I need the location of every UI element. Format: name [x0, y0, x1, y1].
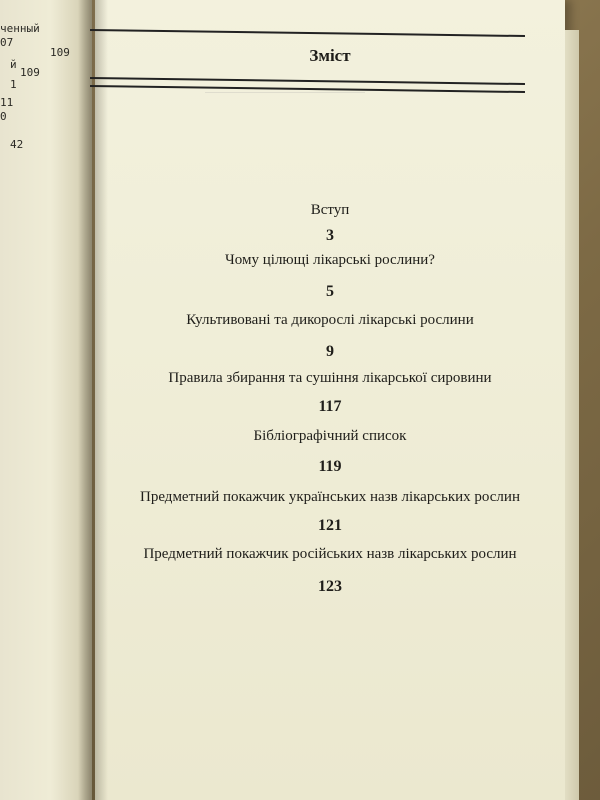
- toc-entry-page: 123: [318, 578, 342, 595]
- left-page-fragment: 109: [20, 66, 40, 79]
- toc-entry-title: Предметний покажчик російських назв лікарських рослин: [143, 546, 517, 562]
- left-page-fragment: 109: [50, 46, 70, 59]
- left-page-fragment: 42: [10, 138, 24, 151]
- page-edge: [565, 30, 579, 800]
- toc-entry-page: 3: [326, 227, 334, 244]
- left-page-fragment: ченный: [0, 22, 40, 35]
- toc-entry-title: Культивовані та дикорослі лікарські рослини: [186, 312, 474, 328]
- show-through-shading: [205, 92, 365, 117]
- toc-entry-title: Бібліографічний список: [253, 428, 407, 444]
- left-page-fragment: й: [10, 58, 17, 71]
- toc-entry-page: 5: [326, 283, 334, 300]
- toc-entry-page: 117: [318, 398, 342, 415]
- toc-entry-title: Вступ: [310, 202, 350, 218]
- toc-entry-page: 9: [326, 343, 334, 360]
- toc-entry-page: 121: [318, 517, 342, 534]
- page-title: Зміст: [309, 46, 351, 65]
- left-page-fragment: 07: [0, 36, 14, 49]
- left-page-fragment: 1: [10, 78, 17, 91]
- toc-entry-title: Чому цілющі лікарські рослини?: [225, 252, 435, 268]
- left-page-fragment: 11: [0, 96, 14, 109]
- toc-entry-title: Предметний покажчик українських назв лікарських рослин: [140, 489, 520, 505]
- toc-entry-page: 119: [318, 458, 342, 475]
- toc-entry-title: Правила збирання та сушіння лікарської сировини: [168, 370, 492, 386]
- left-page-fragment: 0: [0, 110, 7, 123]
